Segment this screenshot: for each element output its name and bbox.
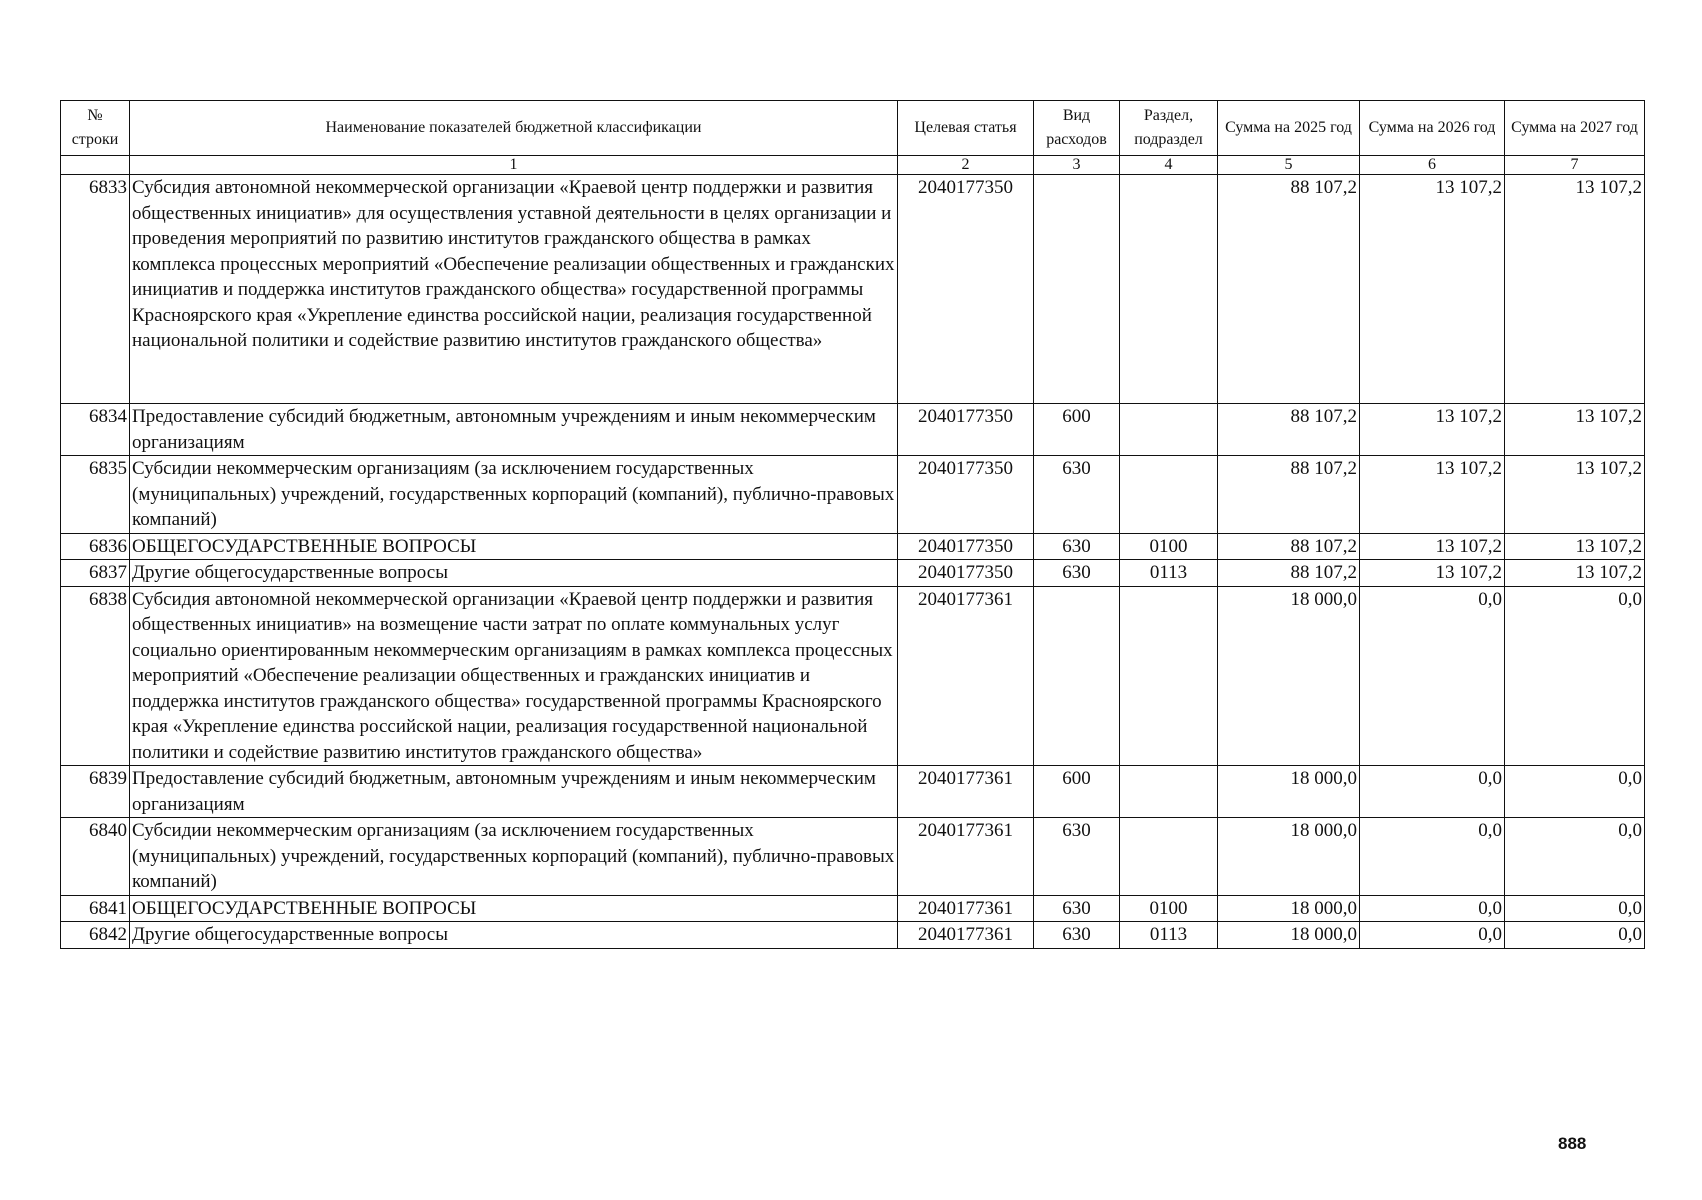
header-name: Наименование показателей бюджетной классификации xyxy=(130,101,898,156)
row-sum-2026: 0,0 xyxy=(1360,895,1505,922)
row-target: 2040177350 xyxy=(898,404,1034,456)
row-sum-2027: 0,0 xyxy=(1505,895,1645,922)
row-sum-2025: 88 107,2 xyxy=(1218,533,1360,560)
row-expense-type: 630 xyxy=(1034,456,1120,534)
row-name: Другие общегосударственные вопросы xyxy=(130,922,898,949)
column-number: 2 xyxy=(898,156,1034,175)
row-sum-2025: 88 107,2 xyxy=(1218,560,1360,587)
row-sum-2027: 13 107,2 xyxy=(1505,456,1645,534)
row-target: 2040177361 xyxy=(898,586,1034,766)
row-sum-2025: 18 000,0 xyxy=(1218,922,1360,949)
row-sum-2027: 13 107,2 xyxy=(1505,560,1645,587)
row-section: 0113 xyxy=(1120,922,1218,949)
row-sum-2027: 0,0 xyxy=(1505,586,1645,766)
row-number: 6840 xyxy=(61,818,130,896)
row-sum-2027: 13 107,2 xyxy=(1505,175,1645,404)
row-sum-2026: 13 107,2 xyxy=(1360,560,1505,587)
row-sum-2026: 0,0 xyxy=(1360,766,1505,818)
row-number: 6835 xyxy=(61,456,130,534)
column-number: 7 xyxy=(1505,156,1645,175)
table-row xyxy=(61,922,1645,949)
row-sum-2025: 18 000,0 xyxy=(1218,895,1360,922)
row-target: 2040177361 xyxy=(898,922,1034,949)
table-row xyxy=(61,766,1645,818)
row-number: 6837 xyxy=(61,560,130,587)
row-sum-2026: 0,0 xyxy=(1360,922,1505,949)
column-number: 6 xyxy=(1360,156,1505,175)
row-name: Субсидия автономной некоммерческой организации «Краевой центр поддержки и развития общественных инициатив» для осуществления уставной деятельности в целях организации и проведения мероприятий по развитию институтов гражданского общества в рамках комплекса процессных мероприятий «Обеспечение реализации общественных и гражданских инициатив и поддержка институтов гражданского общества» государственной программы Красноярского края «Укрепление единства российской нации, реализация государственной национальной политики и содействие развитию институтов гражданского общества» xyxy=(130,175,898,404)
column-number: 3 xyxy=(1034,156,1120,175)
row-sum-2025: 88 107,2 xyxy=(1218,404,1360,456)
row-number: 6834 xyxy=(61,404,130,456)
row-name: Субсидия автономной некоммерческой организации «Краевой центр поддержки и развития общественных инициатив» на возмещение части затрат по оплате коммунальных услуг социально ориентированным некоммерческим организациям в рамках комплекса процессных мероприятий «Обеспечение реализации общественных и гражданских инициатив и поддержка институтов гражданского общества» государственной программы Красноярского края «Укрепление единства российской нации, реализация государственной национальной политики и содействие развитию институтов гражданского общества» xyxy=(130,586,898,766)
row-expense-type: 600 xyxy=(1034,766,1120,818)
row-number: 6839 xyxy=(61,766,130,818)
row-name: Предоставление субсидий бюджетным, автономным учреждениям и иным некоммерческим организациям xyxy=(130,404,898,456)
header-row-no: № строки xyxy=(61,101,130,156)
row-sum-2026: 0,0 xyxy=(1360,586,1505,766)
row-target: 2040177361 xyxy=(898,766,1034,818)
table-row xyxy=(61,175,1645,404)
row-sum-2027: 13 107,2 xyxy=(1505,533,1645,560)
row-expense-type: 600 xyxy=(1034,404,1120,456)
row-target: 2040177350 xyxy=(898,456,1034,534)
row-name: Другие общегосударственные вопросы xyxy=(130,560,898,587)
table-row xyxy=(61,895,1645,922)
table-row xyxy=(61,533,1645,560)
row-sum-2026: 13 107,2 xyxy=(1360,456,1505,534)
row-sum-2025: 18 000,0 xyxy=(1218,766,1360,818)
row-expense-type: 630 xyxy=(1034,818,1120,896)
table-row xyxy=(61,560,1645,587)
row-name: Субсидии некоммерческим организациям (за исключением государственных (муниципальных) учреждений, государственных корпораций (компаний), публично-правовых компаний) xyxy=(130,818,898,896)
row-section: 0100 xyxy=(1120,895,1218,922)
header-expense-type: Вид расходов xyxy=(1034,101,1120,156)
row-expense-type: 630 xyxy=(1034,560,1120,587)
row-target: 2040177361 xyxy=(898,818,1034,896)
row-sum-2027: 0,0 xyxy=(1505,818,1645,896)
row-sum-2026: 13 107,2 xyxy=(1360,533,1505,560)
row-sum-2026: 13 107,2 xyxy=(1360,175,1505,404)
table-row xyxy=(61,818,1645,896)
header-section: Раздел, подраздел xyxy=(1120,101,1218,156)
row-sum-2027: 13 107,2 xyxy=(1505,404,1645,456)
row-number: 6841 xyxy=(61,895,130,922)
header-sum-2027: Сумма на 2027 год xyxy=(1505,101,1645,156)
row-expense-type: 630 xyxy=(1034,922,1120,949)
table-row xyxy=(61,404,1645,456)
row-sum-2027: 0,0 xyxy=(1505,922,1645,949)
row-sum-2026: 0,0 xyxy=(1360,818,1505,896)
row-section xyxy=(1120,175,1218,404)
row-section xyxy=(1120,456,1218,534)
row-number: 6836 xyxy=(61,533,130,560)
row-target: 2040177361 xyxy=(898,895,1034,922)
row-target: 2040177350 xyxy=(898,533,1034,560)
row-sum-2027: 0,0 xyxy=(1505,766,1645,818)
budget-table xyxy=(60,100,1645,949)
row-target: 2040177350 xyxy=(898,175,1034,404)
row-name: ОБЩЕГОСУДАРСТВЕННЫЕ ВОПРОСЫ xyxy=(130,533,898,560)
row-sum-2025: 18 000,0 xyxy=(1218,586,1360,766)
row-section: 0113 xyxy=(1120,560,1218,587)
row-sum-2025: 88 107,2 xyxy=(1218,175,1360,404)
row-section xyxy=(1120,818,1218,896)
column-number-row xyxy=(61,156,1645,175)
row-expense-type: 630 xyxy=(1034,895,1120,922)
row-name: Субсидии некоммерческим организациям (за исключением государственных (муниципальных) учреждений, государственных корпораций (компаний), публично-правовых компаний) xyxy=(130,456,898,534)
row-expense-type xyxy=(1034,175,1120,404)
row-target: 2040177350 xyxy=(898,560,1034,587)
row-section xyxy=(1120,404,1218,456)
page-number: 888 xyxy=(1558,1134,1587,1153)
row-number: 6842 xyxy=(61,922,130,949)
row-expense-type xyxy=(1034,586,1120,766)
row-section xyxy=(1120,766,1218,818)
row-number: 6833 xyxy=(61,175,130,404)
column-number: 1 xyxy=(130,156,898,175)
column-number: 5 xyxy=(1218,156,1360,175)
row-name: Предоставление субсидий бюджетным, автономным учреждениям и иным некоммерческим организациям xyxy=(130,766,898,818)
row-section: 0100 xyxy=(1120,533,1218,560)
row-sum-2025: 18 000,0 xyxy=(1218,818,1360,896)
row-number: 6838 xyxy=(61,586,130,766)
row-sum-2025: 88 107,2 xyxy=(1218,456,1360,534)
header-target: Целевая статья xyxy=(898,101,1034,156)
row-section xyxy=(1120,586,1218,766)
header-sum-2025: Сумма на 2025 год xyxy=(1218,101,1360,156)
table-header-row xyxy=(61,101,1645,156)
row-name: ОБЩЕГОСУДАРСТВЕННЫЕ ВОПРОСЫ xyxy=(130,895,898,922)
row-sum-2026: 13 107,2 xyxy=(1360,404,1505,456)
column-number-blank xyxy=(61,156,130,175)
table-row xyxy=(61,586,1645,766)
header-sum-2026: Сумма на 2026 год xyxy=(1360,101,1505,156)
row-expense-type: 630 xyxy=(1034,533,1120,560)
column-number: 4 xyxy=(1120,156,1218,175)
table-row xyxy=(61,456,1645,534)
